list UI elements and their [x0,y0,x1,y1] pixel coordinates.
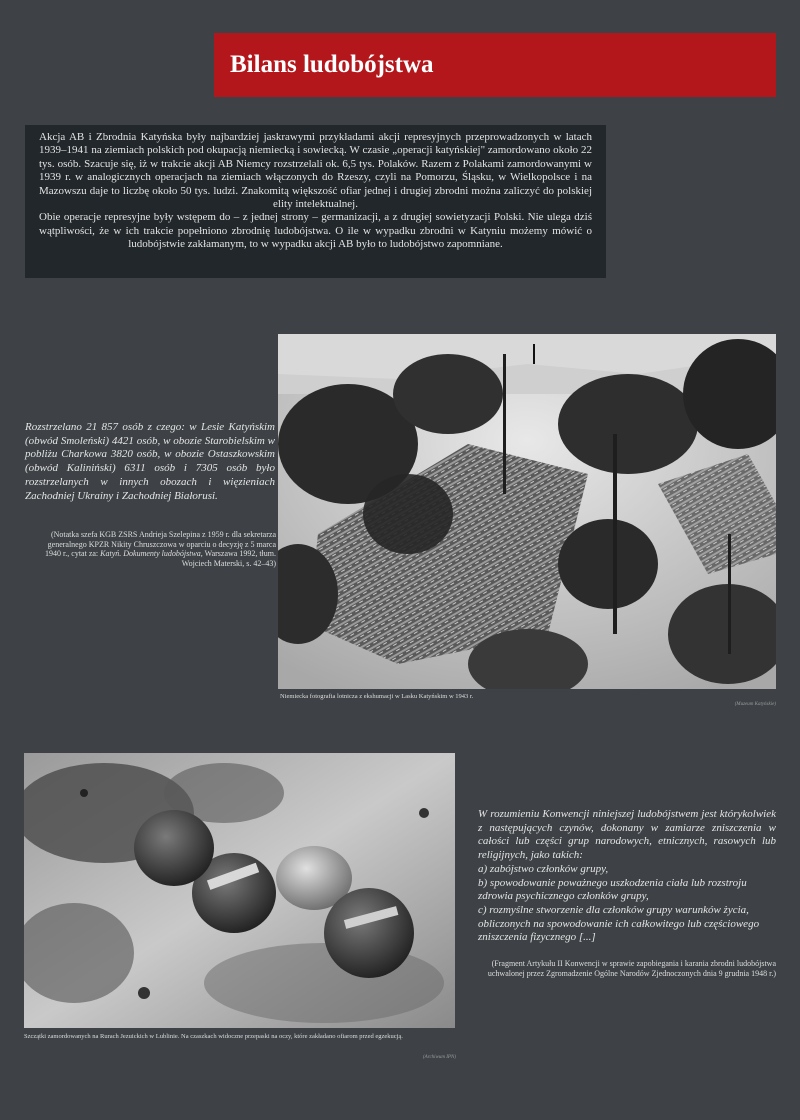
convention-item-b: b) spowodowanie poważnego uszkodzenia ciała lub rozstroju zdrowia psychicznego członków grupy, [478,876,747,903]
skulls-photo-caption: Szczątki zamordowanych na Rurach Jezuickich w Lublinie. Na czaszkach widoczne przepaski na oczy, które zakładano ofiarom przed egzekucją. [24,1033,403,1040]
title-banner [214,33,776,97]
convention-quote [478,808,776,945]
convention-quote-intro: W rozumieniu Konwencji niniejszej ludobójstwem jest którykolwiek z następujących czynów, dokonany w zamiarze zniszczenia w całości lub części grup narodowych, etnicznych, rasowych lub religijnych, jako takich: [478,808,776,862]
page-title: Bilans ludobójstwa [230,51,434,78]
intro-paragraph-2: Obie operacje represyjne były wstępem do – z jednej strony – germanizacji, a z drugiej sowietyzacji Polski. Nie ulega dziś wątpliwości, że w ich trakcie popełniono zbrodnię ludobójstwa. O ile w wypadku zbrodni w Katyniu możemy mówić o ludobójstwie zakłamanym, to w wypadku akcji AB było to ludobójstwo zapomniane. [39,211,592,251]
convention-source: (Fragment Artykułu II Konwencji w sprawie zapobiegania i karania zbrodni ludobójstwa uchwalonej przez Zgromadzenie Ogólne Narodów Zjednoczonych dnia 9 grudnia 1948 r.) [487,959,776,978]
skulls-photo [24,753,455,1028]
aerial-photo-caption: Niemiecka fotografia lotnicza z ekshumacji w Lasku Katyńskim w 1943 r. [280,693,474,700]
aerial-photo-credit: (Muzeum Katyńskie) [734,702,776,707]
katyn-source-end: , Warszawa 1992, tłum. Wojciech Materski, s. 42–43) [181,549,276,568]
katyn-quote [25,421,275,503]
intro-box [25,125,606,278]
katyn-quote-text: Rozstrzelano 21 857 osób z czego: w Lesie Katyńskim (obwód Smoleński) 4421 osób, w obozie Starobielskim w pobliżu Charkowa 3820 osób, w obozie Ostaszkowskim (obwód Kaliniński) 6311 osób i 7305 osób było rozstrzelanych w innych obozach i więzieniach Zachodniej Ukrainy i Zachodniej Białorusi. [25,421,275,502]
intro-paragraph-1: Akcja AB i Zbrodnia Katyńska były najbardziej jaskrawymi przykładami akcji represyjnych przeprowadzonych w latach 1939–1941 na ziemiach polskich pod okupacją niemiecką i sowiecką. W czasie „operacji katyńskiej" zamordowano około 22 tys. osób. Szacuje się, iż w trakcie akcji AB Niemcy rozstrzelali ok. 6,5 tys. Polaków. Razem z Polakami zamordowanymi w 1939 r. w analogicznych operacjach na ziemiach włączonych do Rzeszy, czyli na Pomorzu, Śląsku, w Wielkopolsce i na Mazowszu daje to liczbę około 50 tys. ludzi. Znakomitą większość ofiar jednej i drugiej zbrodni można zaliczyć do polskiej elity intelektualnej. [39,131,592,211]
katyn-quote-source [30,530,276,568]
aerial-exhumation-photo [278,334,776,689]
katyn-source-main: (Notatka szefa KGB ZSRS Andrieja Szelepina z 1959 r. dla sekretarza generalnego KPZR Nikity Chruszczowa w oparciu o decyzję z 5 marca 1940 r., cytat za: [45,530,276,559]
katyn-source-title: Katyń. Dokumenty ludobójstwa [100,549,201,559]
skulls-photo-credit: (Archiwum IPN) [422,1055,456,1060]
convention-item-c: c) rozmyślne stworzenie dla członków grupy warunków życia, obliczonych na spowodowanie ich całkowitego lub częściowego zniszczenia fizycznego [...] [478,903,760,944]
convention-item-a: a) zabójstwo członków grupy, [478,862,609,875]
